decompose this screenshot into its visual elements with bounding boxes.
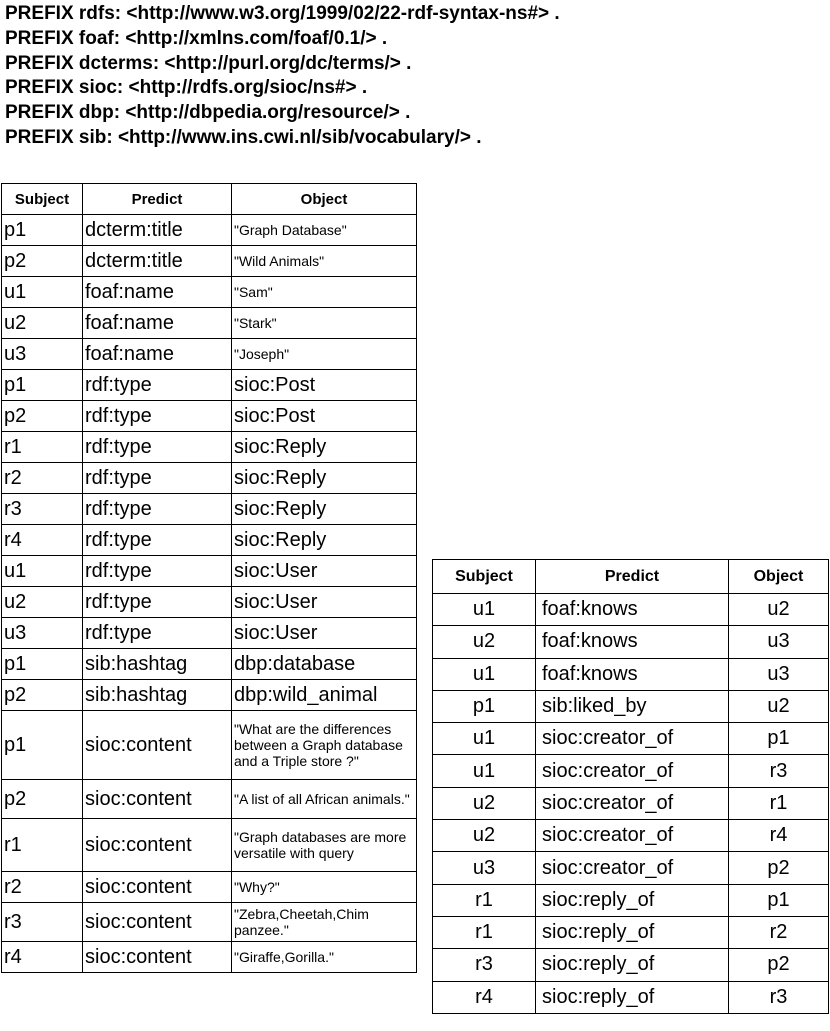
table-row [433,723,829,755]
cell-object: "Wild Animals" [232,246,417,277]
cell-object: "Zebra,Cheetah,Chim panzee." [232,903,417,942]
table-row [433,884,829,916]
prefix-line: PREFIX foaf: <http://xmlns.com/foaf/0.1/> . [5,27,388,49]
table-row [433,787,829,819]
cell-subject: r4 [2,525,83,556]
table-row [2,432,417,463]
prefix-line: PREFIX sioc: <http://rdfs.org/sioc/ns#> . [5,77,368,99]
column-header-subject: Subject [2,184,83,215]
cell-object: "Joseph" [232,339,417,370]
cell-predict: foaf:name [83,339,232,370]
prefix-declarations [5,2,825,151]
table-row [2,277,417,308]
cell-predict: sioc:reply_of [536,949,729,981]
table-row [2,618,417,649]
cell-object: sioc:Reply [232,463,417,494]
cell-predict: sioc:content [83,942,232,973]
cell-predict: sioc:reply_of [536,981,729,1013]
cell-subject: u1 [433,723,536,755]
cell-predict: foaf:name [83,277,232,308]
cell-subject: r2 [2,872,83,903]
cell-subject: r1 [2,432,83,463]
table-row [2,463,417,494]
table-row [2,711,417,780]
cell-subject: p2 [2,780,83,819]
column-header-predict: Predict [536,560,729,594]
cell-subject: r3 [2,903,83,942]
cell-subject: p1 [433,690,536,722]
cell-predict: foaf:knows [536,626,729,658]
cell-predict: sioc:creator_of [536,852,729,884]
cell-predict: sioc:content [83,780,232,819]
cell-predict: sib:liked_by [536,690,729,722]
cell-object: "Graph databases are more versatile with query [232,819,417,872]
table-row [2,942,417,973]
cell-object: "Stark" [232,308,417,339]
cell-subject: u1 [433,755,536,787]
cell-subject: u3 [2,618,83,649]
cell-predict: sioc:creator_of [536,755,729,787]
table-row [2,308,417,339]
cell-predict: dcterm:title [83,246,232,277]
cell-predict: sioc:creator_of [536,787,729,819]
cell-subject: u1 [433,594,536,626]
table-row [2,780,417,819]
cell-object: r4 [729,820,829,852]
cell-object: sioc:Reply [232,525,417,556]
cell-object: r3 [729,755,829,787]
cell-subject: r3 [433,949,536,981]
cell-subject: u2 [2,308,83,339]
triples-table-left [1,183,417,973]
cell-object: r2 [729,916,829,948]
cell-object: p2 [729,852,829,884]
triples-table-right [432,559,829,1014]
table-row [433,949,829,981]
table-row [2,680,417,711]
table-row [2,649,417,680]
table-row [2,401,417,432]
cell-object: "Why?" [232,872,417,903]
table-row [433,658,829,690]
cell-subject: r4 [433,981,536,1013]
cell-object: "Graph Database" [232,215,417,246]
prefix-line: PREFIX dbp: <http://dbpedia.org/resource/> . [5,102,411,124]
cell-subject: p1 [2,215,83,246]
cell-object: "A list of all African animals." [232,780,417,819]
cell-subject: r4 [2,942,83,973]
cell-subject: u1 [2,277,83,308]
table-row [433,820,829,852]
cell-subject: u2 [433,787,536,819]
cell-object: u3 [729,658,829,690]
cell-predict: foaf:knows [536,658,729,690]
table-row [2,819,417,872]
cell-subject: r3 [2,494,83,525]
cell-object: u2 [729,690,829,722]
cell-object: sioc:User [232,587,417,618]
table-row [2,903,417,942]
table-row [433,755,829,787]
cell-predict: rdf:type [83,525,232,556]
cell-predict: sioc:content [83,872,232,903]
cell-subject: u1 [433,658,536,690]
cell-object: sioc:Post [232,401,417,432]
prefix-line: PREFIX rdfs: <http://www.w3.org/1999/02/22-rdf-syntax-ns#> . [5,3,560,24]
cell-predict: foaf:name [83,308,232,339]
cell-subject: r1 [433,916,536,948]
table-row [433,690,829,722]
cell-subject: p1 [2,370,83,401]
cell-subject: p2 [2,401,83,432]
cell-subject: p1 [2,649,83,680]
table-header-row [2,184,417,215]
cell-predict: sioc:content [83,819,232,872]
cell-subject: u2 [433,626,536,658]
table-row [433,594,829,626]
cell-object: sioc:Reply [232,432,417,463]
cell-predict: sib:hashtag [83,680,232,711]
cell-object: r1 [729,787,829,819]
cell-predict: sioc:creator_of [536,820,729,852]
cell-subject: p2 [2,246,83,277]
table-row [2,587,417,618]
table-header-row [433,560,829,594]
cell-object: dbp:database [232,649,417,680]
table-row [2,339,417,370]
column-header-object: Object [729,560,829,594]
cell-predict: rdf:type [83,370,232,401]
column-header-predict: Predict [83,184,232,215]
cell-subject: u3 [433,852,536,884]
cell-object: "Sam" [232,277,417,308]
table-row [2,494,417,525]
cell-predict: sioc:content [83,711,232,780]
prefix-line: PREFIX sib: <http://www.ins.cwi.nl/sib/vocabulary/> . [5,126,482,148]
cell-object: sioc:Reply [232,494,417,525]
column-header-object: Object [232,184,417,215]
table-row [2,872,417,903]
cell-object: u3 [729,626,829,658]
cell-predict: sioc:content [83,903,232,942]
table-row [2,370,417,401]
column-header-subject: Subject [433,560,536,594]
cell-predict: dcterm:title [83,215,232,246]
cell-subject: u3 [2,339,83,370]
cell-object: r3 [729,981,829,1013]
cell-predict: rdf:type [83,463,232,494]
cell-predict: rdf:type [83,401,232,432]
table-row [2,246,417,277]
cell-object: sioc:Post [232,370,417,401]
cell-predict: sib:hashtag [83,649,232,680]
cell-object: "Giraffe,Gorilla." [232,942,417,973]
cell-subject: u2 [433,820,536,852]
cell-subject: u1 [2,556,83,587]
cell-object: p2 [729,949,829,981]
cell-subject: p1 [2,711,83,780]
cell-object: u2 [729,594,829,626]
table-row [433,916,829,948]
cell-predict: rdf:type [83,556,232,587]
cell-object: "What are the differences between a Graph database and a Triple store ?" [232,711,417,780]
cell-object: sioc:User [232,556,417,587]
cell-subject: r1 [433,884,536,916]
cell-predict: rdf:type [83,618,232,649]
cell-subject: p2 [2,680,83,711]
table-row [433,981,829,1013]
cell-predict: foaf:knows [536,594,729,626]
cell-subject: u2 [2,587,83,618]
cell-predict: rdf:type [83,494,232,525]
table-row [433,852,829,884]
table-row [433,626,829,658]
cell-object: p1 [729,723,829,755]
cell-subject: r1 [2,819,83,872]
cell-predict: sioc:reply_of [536,884,729,916]
cell-object: dbp:wild_animal [232,680,417,711]
cell-predict: sioc:creator_of [536,723,729,755]
cell-subject: r2 [2,463,83,494]
table-row [2,556,417,587]
table-row [2,525,417,556]
cell-object: p1 [729,884,829,916]
cell-predict: sioc:reply_of [536,916,729,948]
cell-object: sioc:User [232,618,417,649]
cell-predict: rdf:type [83,432,232,463]
prefix-line: PREFIX dcterms: <http://purl.org/dc/terms/> . [5,52,412,74]
table-row [2,215,417,246]
cell-predict: rdf:type [83,587,232,618]
